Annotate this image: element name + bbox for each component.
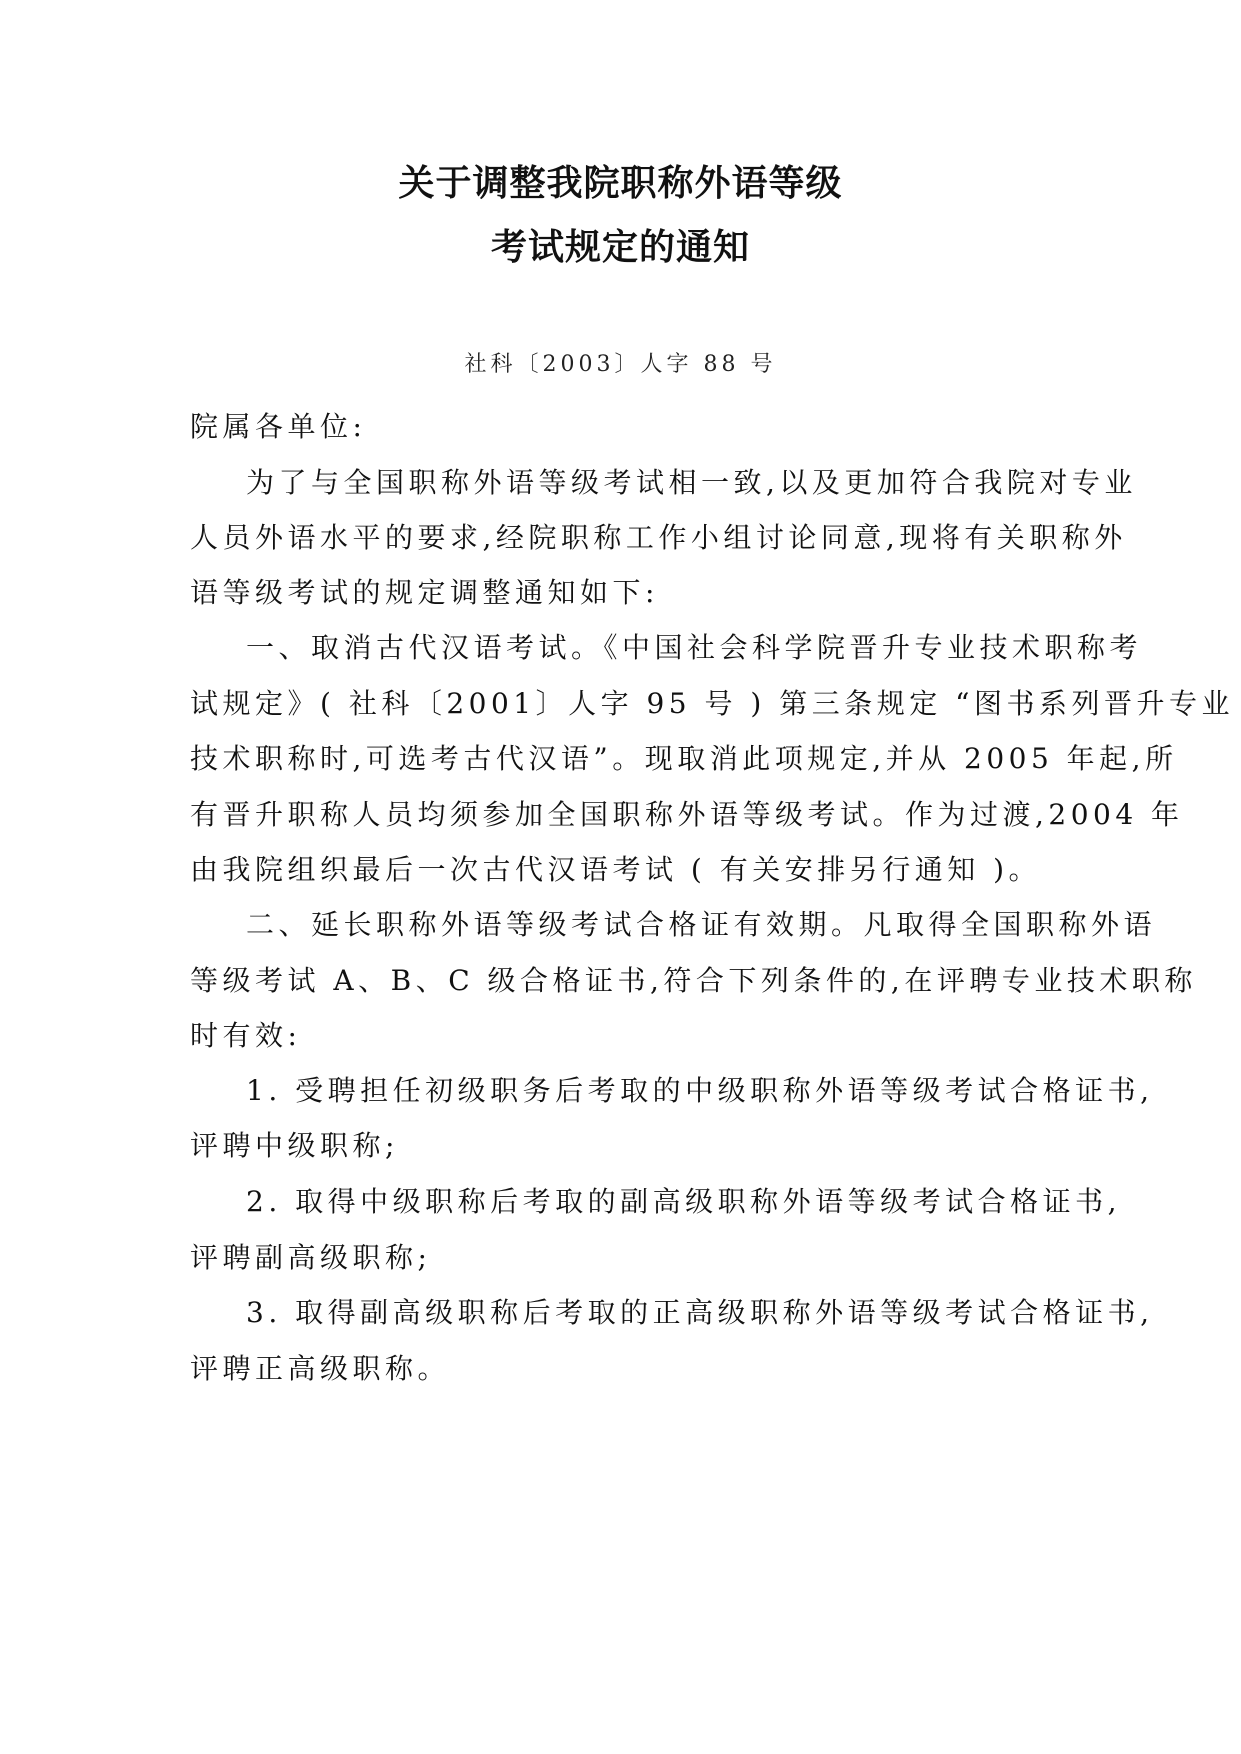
paragraph-intro-line-3: 语等级考试的规定调整通知如下: [190, 576, 659, 609]
document-title-line-2: 考试规定的通知 [490, 227, 750, 268]
paragraph-intro-line-2: 人员外语水平的要求,经院职称工作小组讨论同意,现将有关职称外 [190, 521, 1127, 554]
salutation: 院属各单位: [190, 410, 367, 443]
document-number: 社科〔2003〕人字 88 号 [464, 352, 777, 377]
section-one-line-4: 有晋升职称人员均须参加全国职称外语等级考试。作为过渡,2004 年 [190, 798, 1184, 831]
section-one-line-2: 试规定》( 社科〔2001〕人字 95 号 ) 第三条规定 “图书系列晋升专业 [190, 687, 1234, 720]
section-two-line-2: 等级考试 A、B、C 级合格证书,符合下列条件的,在评聘专业技术职称 [190, 964, 1197, 997]
section-one-line-3: 技术职称时,可选考古代汉语”。现取消此项规定,并从 2005 年起,所 [190, 742, 1178, 775]
document-title-line-1: 关于调整我院职称外语等级 [398, 163, 843, 204]
item-three-line-2: 评聘正高级职称。 [190, 1352, 451, 1385]
paragraph-intro-line-1: 为了与全国职称外语等级考试相一致,以及更加符合我院对专业 [246, 466, 1137, 499]
section-one-line-1: 一、取消古代汉语考试。《中国社会科学院晋升专业技术职称考 [246, 631, 1143, 664]
section-two-line-3: 时有效: [190, 1019, 302, 1052]
section-two-line-1: 二、延长职称外语等级考试合格证有效期。凡取得全国职称外语 [246, 908, 1157, 941]
item-two-line-2: 评聘副高级职称; [190, 1241, 432, 1274]
section-one-line-5: 由我院组织最后一次古代汉语考试 ( 有关安排另行通知 )。 [190, 853, 1042, 886]
item-two-line-1: 2. 取得中级职称后考取的副高级职称外语等级考试合格证书, [246, 1185, 1122, 1218]
item-three-line-1: 3. 取得副高级职称后考取的正高级职称外语等级考试合格证书, [246, 1296, 1154, 1329]
item-one-line-1: 1. 受聘担任初级职务后考取的中级职称外语等级考试合格证书, [246, 1074, 1154, 1107]
item-one-line-2: 评聘中级职称; [190, 1129, 399, 1162]
